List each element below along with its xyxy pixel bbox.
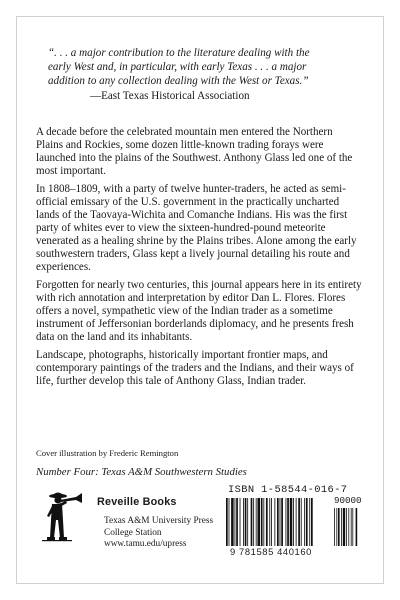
barcode-addon-bar (356, 508, 358, 546)
barcode-bar (240, 498, 241, 546)
barcode-bar (231, 498, 234, 546)
quote-source: —East Texas Historical Association (90, 89, 250, 102)
barcode-bar (245, 498, 247, 546)
barcode-bar (277, 498, 279, 546)
description-paragraph-2: In 1808–1809, with a party of twelve hunter-traders, he acted as semi-official emissary of the U.S. government in the practically uncharted lands of the Taovaya-Wichita and Comanche Indians. His was the first party of whites ever to view the sixteen-hundred-pound meteorite venerated as a healing shrine by the Plains tribes. Alone among the early southwestern traders, Glass kept a lively journal detailing his route and experiences. (36, 182, 357, 274)
barcode-bar (226, 498, 228, 546)
series-title: Number Four: Texas A&M Southwestern Studies (36, 466, 247, 478)
barcode-addon-bar (334, 508, 335, 546)
barcode-digits: 9 781585 440160 (230, 546, 312, 557)
publisher-name: Texas A&M University Press (104, 516, 214, 526)
barcode-bar (229, 498, 230, 546)
barcode-addon-bar (348, 508, 349, 546)
barcode-bar (280, 498, 281, 546)
imprint-name: Reveille Books (97, 496, 177, 508)
barcode-bar (304, 498, 305, 546)
barcode-bar (286, 498, 287, 546)
barcode-bar (274, 498, 275, 546)
barcode-bar (298, 498, 300, 546)
barcode-bar (257, 498, 260, 546)
quote-line-1: “. . . a major contribution to the literature dealing with the (48, 47, 310, 59)
barcode-bar (266, 498, 268, 546)
barcode-bar (271, 498, 272, 546)
barcode-bar (293, 498, 294, 546)
barcode-bar (263, 498, 264, 546)
review-quote (48, 46, 338, 103)
barcode-addon-bar (338, 508, 340, 546)
barcode-bar (311, 498, 313, 546)
barcode-bar (253, 498, 254, 546)
barcode-addon-bar (352, 508, 353, 546)
price-code: 90000 (334, 495, 362, 506)
barcode-addon-bar (351, 508, 352, 546)
barcode-bar (235, 498, 236, 546)
barcode-bar (306, 498, 308, 546)
barcode-bar (236, 498, 238, 546)
barcode-bar (251, 498, 253, 546)
barcode-bar (287, 498, 289, 546)
bugler-silhouette-icon (36, 488, 92, 544)
cover-credit: Cover illustration by Frederic Remington (36, 448, 179, 458)
description-paragraph-4: Landscape, photographs, historically important frontier maps, and contemporary paintings of the traders and the Indians, and their ways of life, further develop this tale of Anthony Glass, Indian trader. (36, 348, 354, 387)
barcode-addon-bar (346, 508, 347, 546)
barcode-bar (290, 498, 293, 546)
barcode-bar (256, 498, 257, 546)
barcode-addon-bar (336, 508, 337, 546)
quote-line-3: addition to any collection dealing with the West or Texas.” (48, 75, 309, 88)
quote-line-2: early West and, in particular, with early Texas . . . a major (48, 61, 307, 74)
description-paragraph-1: A decade before the celebrated mountain men entered the Northern Plains and Rockies, some dozen little-known trading forays were launched into the plains of the Southwest. Anthony Glass led one of the most important. (36, 126, 353, 178)
barcode-bar (296, 498, 297, 546)
barcode-bar (243, 498, 244, 546)
publisher-website: www.tamu.edu/upress (104, 539, 187, 549)
publisher-city: College Station (104, 527, 162, 538)
barcode-bar (301, 498, 302, 546)
barcode-bar (269, 498, 270, 546)
description-paragraph-3: Forgotten for nearly two centuries, this journal appears here in its entirety with rich annotation and interpretation by editor Dan L. Flores. Flores offers a novel, sympathetic view of the Indian trader as a sometime instrument of Jeffersonian borderlands diplomacy, and he presents fresh data on the land and its inhabitants. (36, 278, 362, 343)
barcode-addon-bar (343, 508, 345, 546)
barcode-addon-bar (341, 508, 342, 546)
book-description (36, 126, 362, 392)
barcode-bar (309, 498, 310, 546)
publisher-info (104, 516, 213, 551)
barcode-bar (247, 498, 248, 546)
barcode-bar (261, 498, 263, 546)
barcode-bar (281, 498, 283, 546)
isbn-label: ISBN 1-58544-016-7 (228, 484, 348, 496)
